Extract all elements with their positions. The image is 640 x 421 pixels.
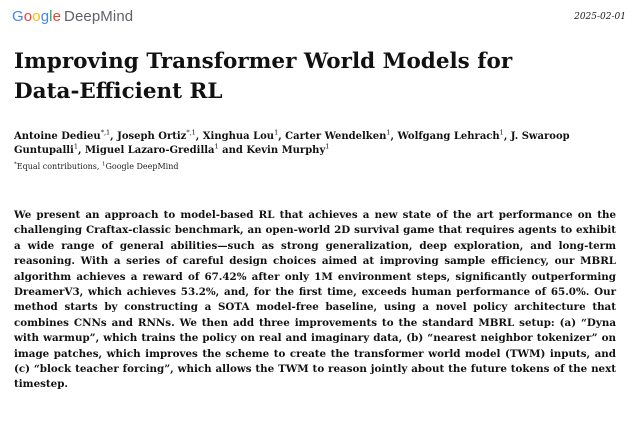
author-name: Carter Wendelken bbox=[285, 131, 387, 142]
logo-letter: l bbox=[49, 8, 53, 25]
author-name: Antoine Dedieu bbox=[14, 131, 101, 142]
equal-contribution-mark: * bbox=[14, 161, 17, 168]
page-header bbox=[12, 8, 628, 28]
affiliation-name: Google DeepMind bbox=[105, 162, 179, 171]
logo-letter: e bbox=[52, 8, 62, 25]
author-name: Joseph Ortiz bbox=[117, 131, 187, 142]
author-affiliation-mark: 1 bbox=[499, 128, 504, 137]
author-affiliation-mark: 1 bbox=[386, 128, 391, 137]
author-name: Miguel Lazaro-Gredilla bbox=[84, 145, 215, 156]
author-name: J. Swaroop Guntupalli bbox=[14, 131, 570, 156]
logo-letter: G bbox=[12, 8, 24, 25]
logo-letter: o bbox=[32, 8, 41, 25]
title-line-2: Data-Efficient RL bbox=[14, 79, 223, 104]
publication-date: 2025-02-01 bbox=[574, 12, 626, 22]
author-list: Antoine Dedieu$^{*,1}$, Joseph Ortiz$^{*,1}$, Xinghua Lou$^1$, Carter Wendelken$^1$, Wolfgang Lehrach$^1$, J. Swaroop Guntupalli$^1$, Miguel Lazaro-Gredilla$^1$ and Kevin Murphy$^1$ bbox=[14, 128, 570, 156]
author-affiliation-mark: *,1 bbox=[186, 128, 196, 137]
author-affiliation-mark: *,1 bbox=[100, 128, 111, 137]
paper-title bbox=[14, 47, 614, 107]
author-affiliation-mark: 1 bbox=[274, 128, 279, 137]
equal-contribution-text: Equal contributions, bbox=[16, 162, 102, 171]
logo-letter: o bbox=[23, 8, 33, 25]
abstract: We present an approach to model-based RL that achieves a new state of the art performance on the challenging Craftax-classic benchmark, an open-world 2D survival game that requires agents to exhibit a wide range of general abilities—such as strong generalization, deep exploration, and long-term reasoning. With a series of careful design choices aimed at improving sample efficiency, our MBRL algorithm achieves a reward of 67.42% after only 1M environment steps, significantly outperforming DreamerV3, which achieves 53.2%, and, for the first time, exceeds human performance of 65.0%. Our method starts by constructing a SOTA model-free baseline, using a novel policy architecture that combines CNNs and RNNs. We then add three improvements to the standard MBRL setup: (a) “Dyna with warmup”, which trains the policy on real and imaginary data, (b) “nearest neighbor tokenizer” on image patches, which improves the scheme to create the transformer world model (TWM) inputs, and (c) “block teacher forcing”, which allows the TWM to reason jointly about the future tokens of the next timestep. bbox=[14, 209, 616, 391]
author-affiliation-mark: 1 bbox=[325, 142, 330, 151]
logo-letter: g bbox=[40, 8, 50, 25]
author-affiliation-mark: 1 bbox=[214, 142, 219, 151]
google-deepmind-logo bbox=[12, 8, 133, 26]
author-name: Wolfgang Lehrach bbox=[397, 131, 500, 142]
title-line-1: Improving Transformer World Models for bbox=[14, 49, 513, 74]
author-name: Xinghua Lou bbox=[202, 131, 275, 142]
logo-deepmind-text: DeepMind bbox=[64, 8, 134, 25]
author-name: Kevin Murphy bbox=[246, 145, 326, 156]
affiliation-line bbox=[14, 161, 614, 172]
author-affiliation-mark: 1 bbox=[73, 142, 78, 151]
affiliation-mark: 1 bbox=[102, 161, 106, 168]
